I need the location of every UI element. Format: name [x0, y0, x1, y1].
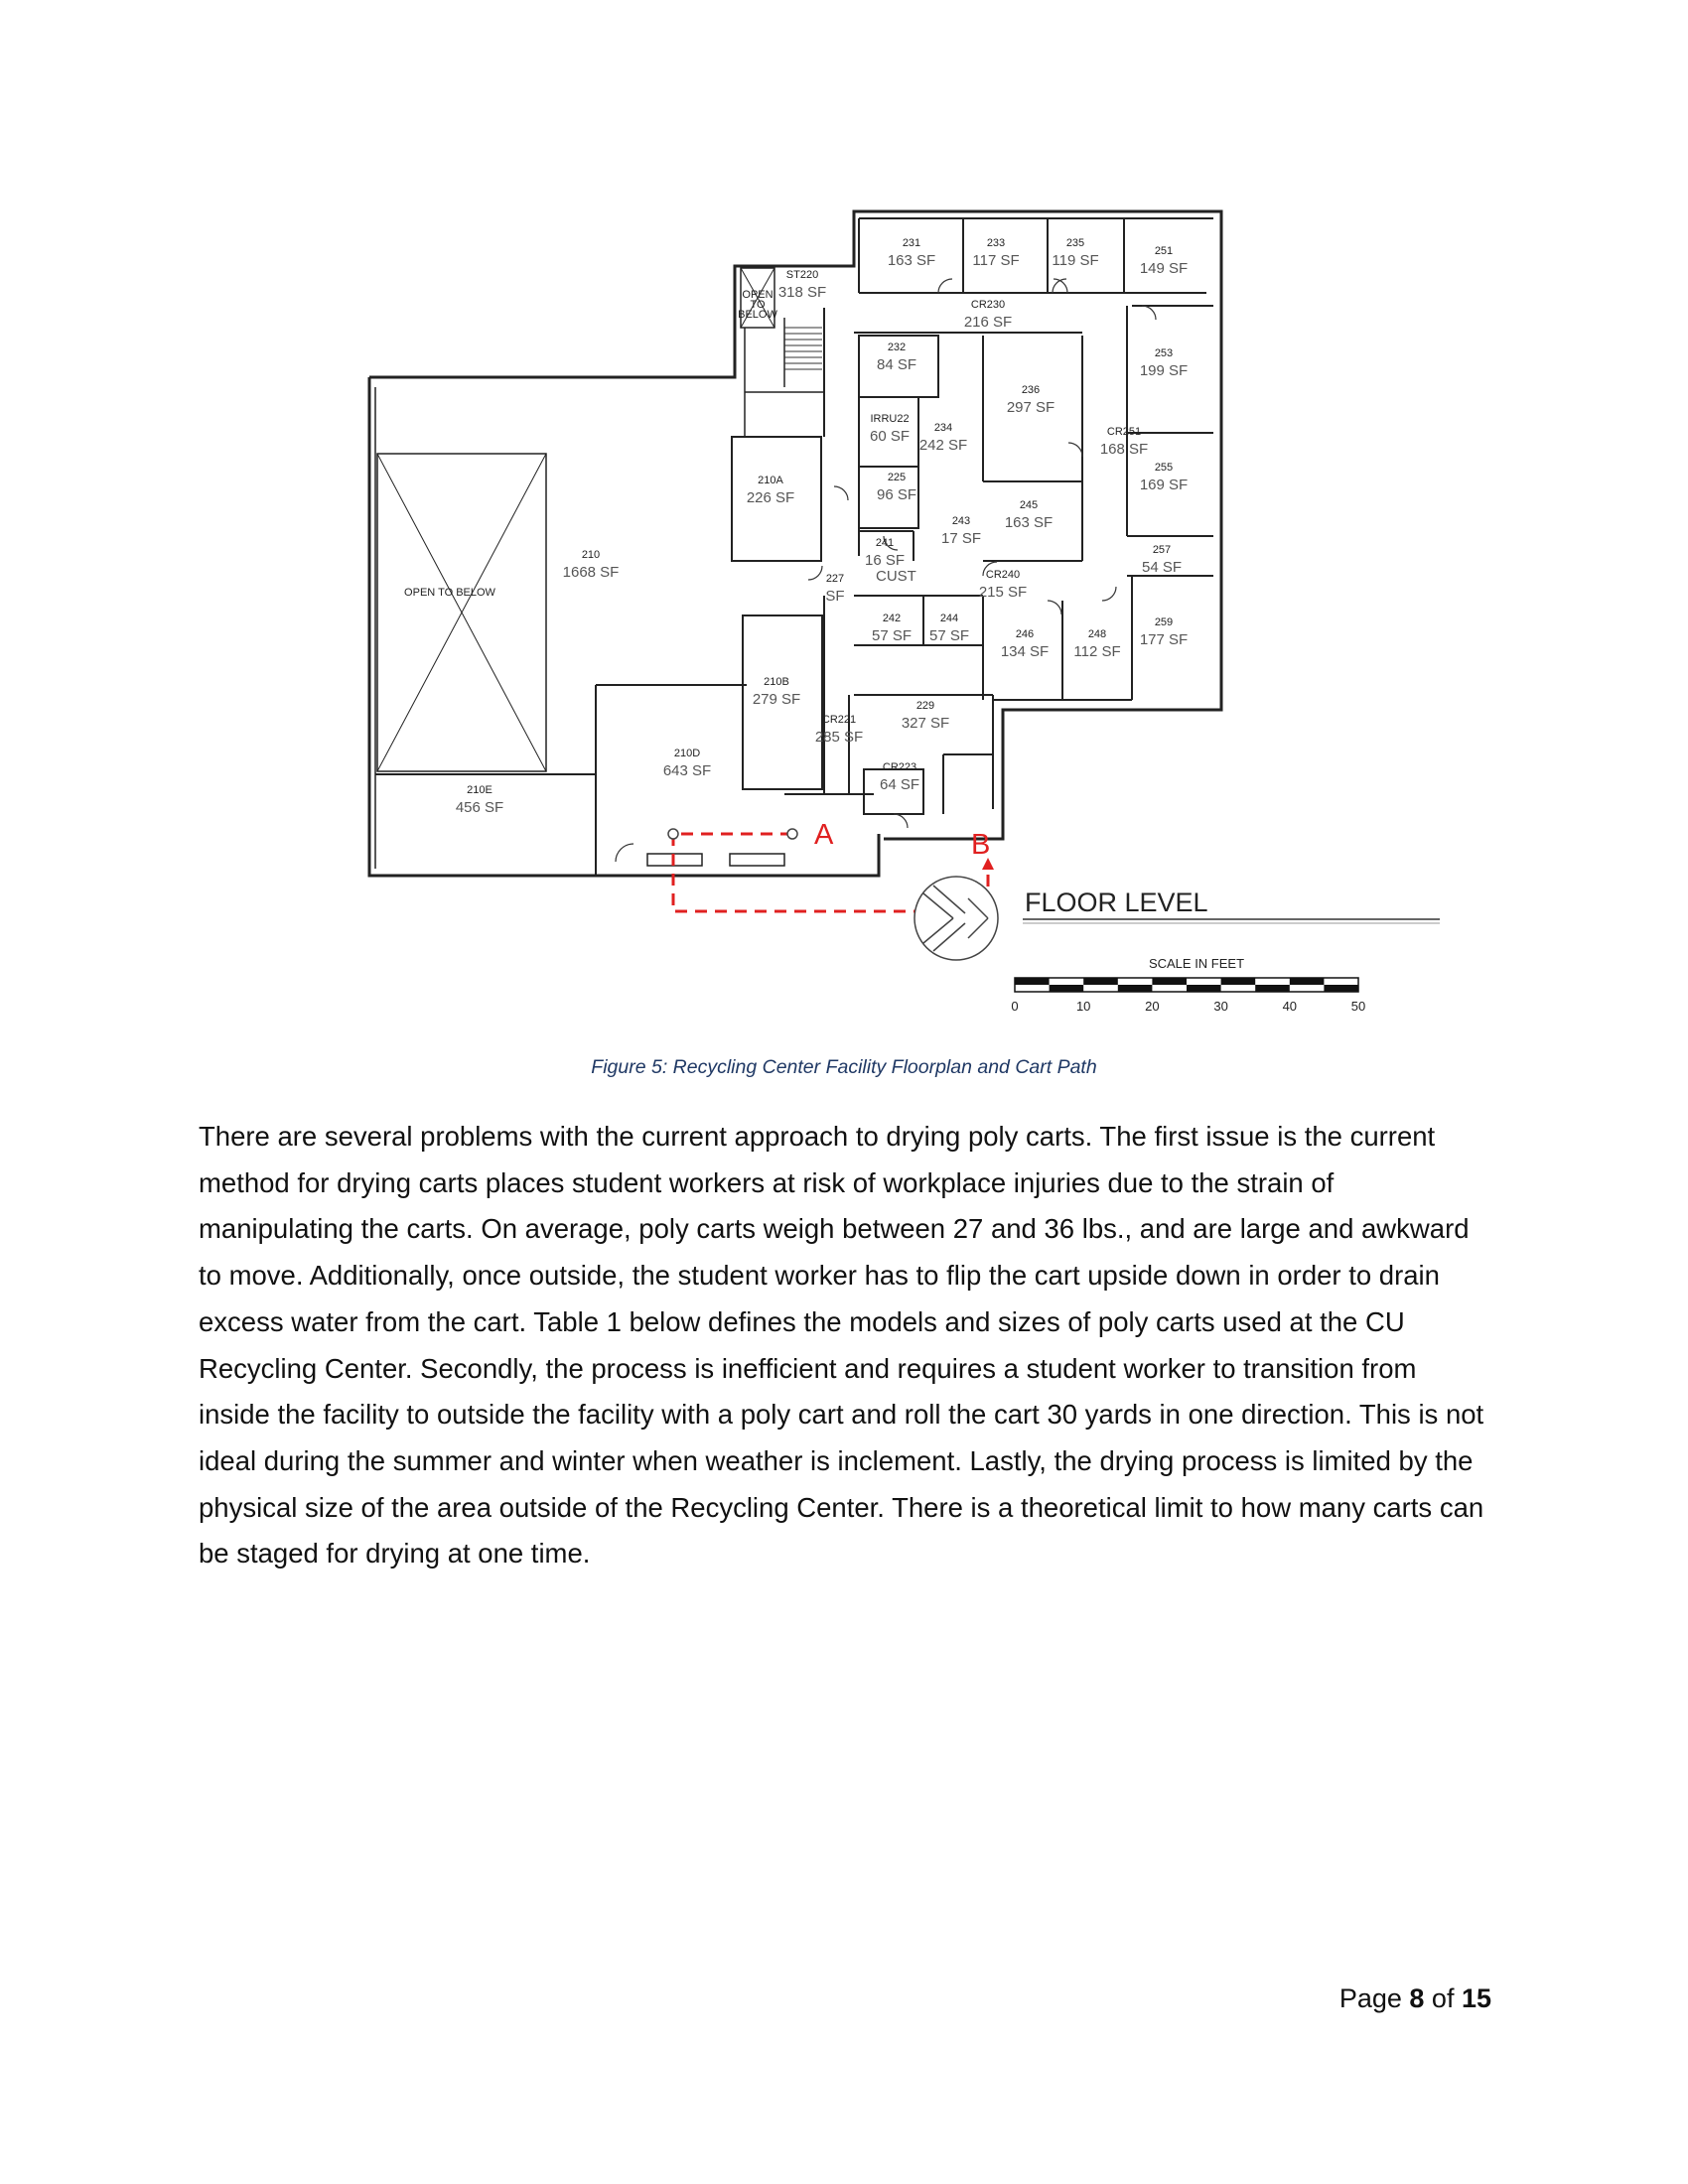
room-number-253: 253 [1154, 347, 1174, 359]
room-number-st220: ST220 [785, 269, 819, 281]
room-number-210d: 210D [673, 748, 701, 759]
scale-tick-label: 0 [1011, 999, 1019, 1014]
cart-start-marker [668, 829, 678, 839]
stair-treads [784, 328, 822, 369]
point-b-label: B [971, 829, 991, 861]
room-area-cr223: 64 SF [879, 776, 920, 793]
room-number-241: 241 [875, 537, 895, 549]
scale-bar-segment [1255, 985, 1290, 992]
room-number-251: 251 [1154, 245, 1174, 257]
room-area-225: 96 SF [876, 486, 917, 503]
page-total: 15 [1461, 1983, 1491, 2013]
room-area-234: 242 SF [918, 437, 968, 454]
room-number-235: 235 [1065, 237, 1085, 249]
body-paragraph: There are several problems with the current approach to drying poly carts. The first issue is the current method for drying carts places student workers at risk of workplace injuries due to the strain of manipulating the carts. On average, poly carts weigh between 27 and 36 lbs., and are large and awkward to move. Additionally, once outside, the student worker has to flip the cart upside down in order to drain excess water from the cart. Table 1 below defines the models and sizes of poly carts used at the CU Recycling Center. Secondly, the process is inefficient and requires a student worker to transition from inside the facility to outside the facility with a poly cart and roll the cart 30 yards in one direction. This is not ideal during the summer and winter when weather is inclement. Lastly, the drying process is limited by the physical size of the area outside of the Recycling Center. There is a theoretical limit to how many carts can be staged for drying at one time. [199, 1121, 1484, 1570]
walls [369, 211, 1221, 876]
page-current: 8 [1409, 1983, 1425, 2013]
room-number-cr251: CR251 [1106, 426, 1142, 438]
room-number-210b: 210B [764, 676, 789, 688]
room-number-cr240: CR240 [985, 569, 1021, 581]
stair-below-label: BELOW [738, 309, 777, 321]
room-area-246: 134 SF [1000, 643, 1050, 660]
scale-bar-segment [1221, 978, 1256, 985]
room-number-210a: 210A [758, 475, 783, 486]
scale-bar-segment [1290, 978, 1325, 985]
room-number-210e: 210E [467, 784, 492, 796]
room-number-210: 210 [581, 549, 601, 561]
scale-tick-label: 20 [1145, 999, 1160, 1014]
room-area-244: 57 SF [928, 627, 970, 644]
scale-tick-label: 10 [1075, 999, 1091, 1014]
room-area-232: 84 SF [876, 356, 917, 373]
room-area-245: 163 SF [1004, 514, 1054, 531]
room-area-235: 119 SF [1052, 252, 1099, 269]
room-area-253: 199 SF [1139, 362, 1189, 379]
point-a-label: A [814, 819, 834, 851]
page-prefix: Page [1338, 1983, 1410, 2013]
room-area-231: 163 SF [887, 252, 936, 269]
room-number-248: 248 [1087, 628, 1107, 640]
room-number-236: 236 [1021, 384, 1041, 396]
scale-bar-segment [1118, 985, 1153, 992]
room-area-241: 16 SF [864, 552, 906, 569]
room-number-243: 243 [951, 515, 971, 527]
room-number-233: 233 [986, 237, 1006, 249]
room-area-210d: 643 SF [662, 762, 712, 779]
room-number-246: 246 [1015, 628, 1035, 640]
room-area-255: 169 SF [1139, 477, 1189, 493]
room-number-259: 259 [1154, 616, 1174, 628]
scale-title: SCALE IN FEET [1148, 956, 1245, 971]
cust-label: CUST [876, 568, 916, 585]
room-number-225: 225 [887, 472, 907, 483]
open-to-below-label: OPEN TO BELOW [404, 587, 495, 599]
room-area-cr221: 285 SF [814, 729, 864, 746]
room-number-irru22: IRRU22 [870, 413, 910, 425]
room-number-232: 232 [887, 341, 907, 353]
room-area-st220: 318 SF [777, 284, 827, 301]
room-area-229: 327 SF [901, 715, 950, 732]
room-area-irru22: 60 SF [869, 428, 911, 445]
room-number-257: 257 [1152, 544, 1172, 556]
room-area-210a: 226 SF [746, 489, 795, 506]
room-number-231: 231 [902, 237, 921, 249]
room-number-255: 255 [1154, 462, 1174, 474]
scale-bar-segment [1152, 978, 1187, 985]
room-number-244: 244 [939, 613, 959, 624]
room-number-227: 227 [825, 573, 845, 585]
room-area-248: 112 SF [1073, 643, 1121, 660]
north-arrow-icon [914, 877, 998, 960]
room-number-245: 245 [1019, 499, 1039, 511]
scale-bar-segment [1324, 985, 1358, 992]
room-area-236: 297 SF [1006, 399, 1055, 416]
floorplan-figure [357, 199, 1450, 1032]
room-area-cr251: 168 SF [1099, 441, 1149, 458]
scale-bar-segment [1050, 985, 1084, 992]
room-area-242: 57 SF [871, 627, 913, 644]
room-area-233: 117 SF [972, 252, 1020, 269]
room-area-210b: 279 SF [752, 691, 801, 708]
room-number-242: 242 [882, 613, 902, 624]
floor-level-title: FLOOR LEVEL [1025, 887, 1208, 917]
room-number-cr221: CR221 [821, 714, 857, 726]
scale-ticks [1011, 999, 1365, 1014]
room-area-210e: 456 SF [455, 799, 504, 816]
room-area-251: 149 SF [1139, 260, 1189, 277]
page-footer [1271, 1983, 1491, 2014]
scale-bar-segment [1015, 978, 1050, 985]
page-sep: of [1424, 1983, 1462, 2013]
stair-to-label: TO [750, 299, 766, 311]
stair-open-label: OPEN [742, 289, 774, 301]
scale-bar [1015, 978, 1358, 992]
scale-tick-label: 30 [1213, 999, 1228, 1014]
room-number-cr223: CR223 [882, 761, 917, 773]
room-number-229: 229 [915, 700, 935, 712]
room-area-cr230: 216 SF [963, 314, 1013, 331]
figure-caption: Figure 5: Recycling Center Facility Floorplan and Cart Path [591, 1056, 1097, 1078]
scale-tick-label: 40 [1282, 999, 1298, 1014]
scale-bar-segment [1187, 985, 1221, 992]
scale-tick-label: 50 [1350, 999, 1366, 1014]
room-area-259: 177 SF [1139, 631, 1189, 648]
room-area-243: 17 SF [940, 530, 982, 547]
room-number-234: 234 [933, 422, 953, 434]
room-area-210: 1668 SF [562, 564, 620, 581]
room-area-cr240: 215 SF [978, 584, 1028, 601]
room-area-257: 54 SF [1141, 559, 1183, 576]
room-area-227: SF [825, 588, 845, 605]
room-number-cr230: CR230 [970, 299, 1006, 311]
point-a-marker [787, 829, 797, 839]
scale-bar-segment [1083, 978, 1118, 985]
